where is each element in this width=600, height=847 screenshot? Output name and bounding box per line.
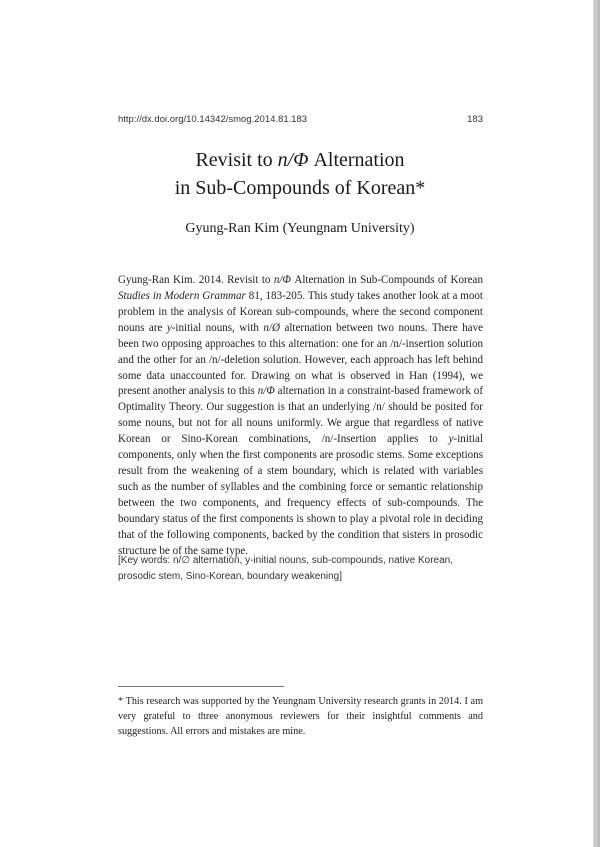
page-number: 183 <box>467 114 483 125</box>
page-edge-shadow <box>593 0 600 847</box>
author-line: Gyung-Ran Kim (Yeungnam University) <box>185 221 415 236</box>
paper-title <box>100 146 500 202</box>
abstract-text: alternation in a constraint-based framework of Optimality Theory. Our suggestion is that an underlying /n/ should be posited for some nouns, but not for all nouns uniformly. We argue that regardless of native Korean or Sino-Korean combinations, /n/-Insertion applies to <box>118 385 484 446</box>
footnote-divider <box>118 686 284 687</box>
abstract-italic: y <box>448 433 454 446</box>
abstract-text: Gyung-Ran Kim. 2014. Revisit to <box>118 274 274 286</box>
footnote: * This research was supported by the Yeungnam University research grants in 2014. I am very grateful to three anonymous reviewers for their insightful comments and suggestions. All errors and mistakes are mine. <box>118 696 483 738</box>
abstract-italic: n/Φ <box>257 385 275 398</box>
title-line-1 <box>100 146 500 174</box>
abstract-text: Alternation in Sub-Compounds of Korean <box>290 274 483 286</box>
keywords: [Key words: n/∅ alternation, y-initial nouns, sub-compounds, native Korean, prosodic stem, Sino-Korean, boundary weakening] <box>118 555 453 582</box>
abstract-italic: y <box>166 321 172 334</box>
abstract <box>118 273 483 560</box>
abstract-text: -initial components, only when the first components are prosodic stems. Some exceptions result from the weakening of a stem boundary, which is related with variables such as the number of syllables and the combining force or semantic relationship between the two components, and frequency effects of sub-compounds. The boundary status of the first components is shown to play a pivotal role in deciding that of the following components, backed by the condition that sisters in prosodic structure be of the same type. <box>118 433 483 557</box>
title-italic: n/Φ <box>277 149 309 171</box>
journal-name: Studies in Modern Grammar <box>118 289 246 302</box>
abstract-italic: n/Ø <box>263 321 280 334</box>
doi-link[interactable]: http://dx.doi.org/10.14342/smog.2014.81.183 <box>118 114 308 125</box>
title-line-2: in Sub-Compounds of Korean* <box>174 177 426 199</box>
abstract-italic: n/Φ <box>273 274 291 286</box>
abstract-text: alternation between two nouns. There have been two opposing approaches to this alternation: one for an /n/-insertion solution and the other for an /n/-deletion solution. However, each approach has left behind some data unaccounted for. Drawing on what is observed in Han (1994), we present another analysis to this <box>118 321 483 398</box>
abstract-text: 81, 183-205. This study takes another look at a moot problem in the analysis of Korean sub-compounds, where the second component nouns are <box>118 289 483 334</box>
title-text: Alternation <box>308 149 405 171</box>
abstract-text: -initial nouns, with <box>171 321 264 334</box>
abstract-paragraph <box>118 273 483 560</box>
title-text: Revisit to <box>195 149 278 171</box>
